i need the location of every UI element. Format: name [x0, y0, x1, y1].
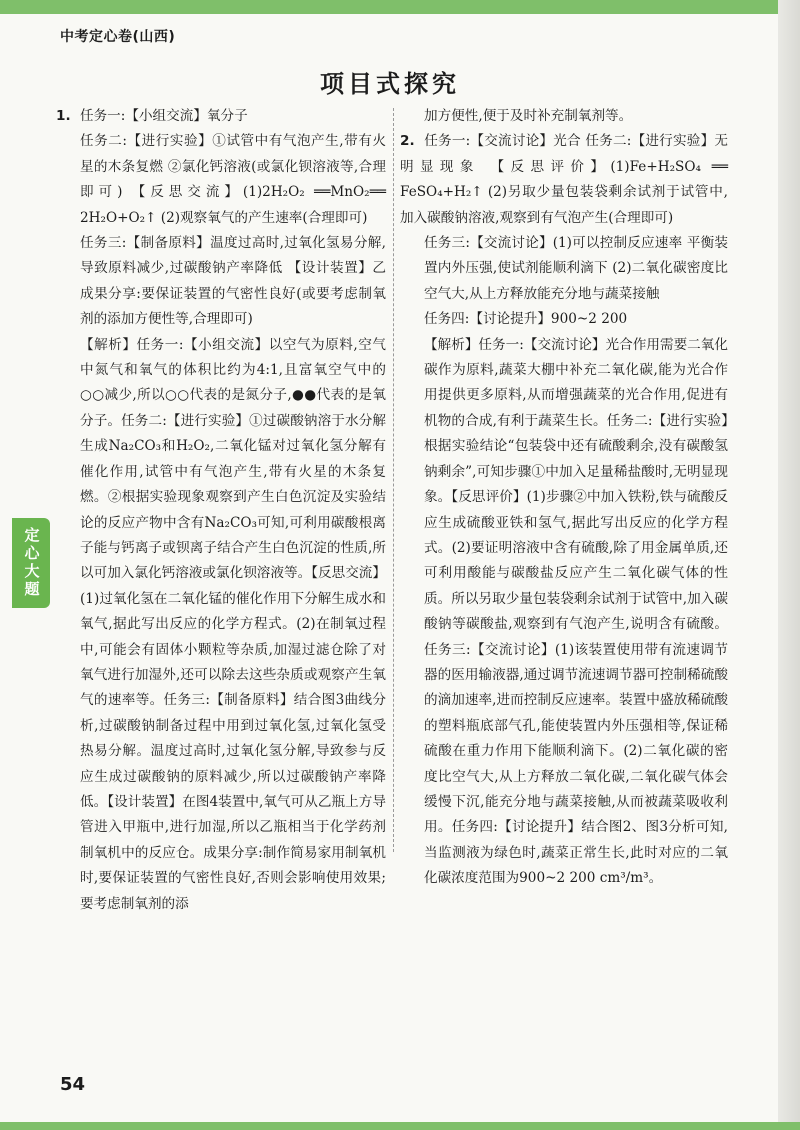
q2-analysis: 【解析】任务一:【交流讨论】光合作用需要二氧化碳作为原料,蔬菜大棚中补充二氧化碳,能为光合作用提供更多原料,从而增强蔬菜的光合作用,促进有机物的合成,有利于蔬菜生长。任务二:【进行实验】根据实验结论“包装袋中还有硫酸剩余,没有碳酸氢钠剩余”,可知步骤①中加入足量稀盐酸时,无明显现象。【反思评价】(1)步骤②中加入铁粉,铁与硫酸反应生成硫酸亚铁和氢气,据此写出反应的化学方程式。(2)要证明溶液中含有硫酸,除了用金属单质,还可利用酸能与碳酸盐反应产生二氧化碳气体的性质。所以另取少量包装袋剩余试剂于试管中,加入碳酸钠等碳酸盐,观察到有气泡产生,说明含有硫酸。任务三:【交流讨论】(1)该装置使用带有流速调节器的医用输液器,通过调节流速调节器可控制稀硫酸的滴加速率,进而控制反应速率。装置中盛放稀硫酸的塑料瓶底部气孔,能使装置内外压强相等,保证稀硫酸在重力作用下能顺利滴下。(2)二氧化碳的密度比空气大,从上方释放二氧化碳,二氧化碳气体会缓慢下沉,能充分地与蔬菜接触,从而被蔬菜吸收利用。任务四:【讨论提升】结合图2、图3分析可知,当监测液为绿色时,蔬菜正常生长,此时对应的二氧化碳浓度范围为900~2 200 cm³/m³。 — [424, 336, 728, 887]
q1-task2: 任务二:【进行实验】①试管中有气泡产生,带有火星的木条复燃 ②氯化钙溶液(或氯化钡溶液等,合理即可) 【反思交流】(1)2H₂O₂ ══MnO₂══ 2H₂O+O₂↑ (2)观察氧气的产生速率(合理即可) — [80, 133, 386, 226]
q2-task3: 任务三:【交流讨论】(1)可以控制反应速率 平衡装置内外压强,使试剂能顺利滴下 (2)二氧化碳密度比空气大,从上方释放能充分地与蔬菜接触 — [424, 235, 728, 302]
page-edge — [778, 0, 800, 1130]
q1-task1: 1. 任务一:【小组交流】氧分子 — [56, 104, 386, 129]
book-label: 中考定心卷(山西) — [60, 29, 176, 45]
right-column — [400, 104, 728, 892]
q1-analysis-cont: 加方便性,便于及时补充制氧剂等。 — [424, 108, 633, 124]
q2-task4: 任务四:【讨论提升】900~2 200 — [424, 311, 628, 328]
bottom-color-bar — [0, 1122, 800, 1130]
q1-analysis: 【解析】任务一:【小组交流】以空气为原料,空气中氮气和氧气的体积比约为4:1,且富氧空气中的○○减少,所以○○代表的是氮分子,●●代表的是氧分子。任务二:【进行实验】①过碳酸钠溶于水分解生成Na₂CO₃和H₂O₂,二氧化锰对过氧化氢分解有催化作用,试管中有气泡产生,带有火星的木条复燃。②根据实验现象观察到产生白色沉淀及实验结论的反应产物中含有Na₂CO₃可知,可利用碳酸根离子能与钙离子或钡离子结合产生白色沉淀的性质,所以可加入氯化钙溶液或氯化钡溶液等。【反思交流】(1)过氧化氢在二氧化锰的催化作用下分解生成水和氧气,据此写出反应的化学方程式。(2)在制氧过程中,可能会有固体小颗粒等杂质,加湿过滤仓除了对氧气进行加湿外,还可以除去这些杂质或观察产生氧气的速率等。任务三:【制备原料】结合图3曲线分析,过碳酸钠制备过程中用到过氧化氢,过氧化氢受热易分解。温度过高时,过氧化氢分解,导致参与反应生成过碳酸钠的原料减少,所以过碳酸钠产率降低。【设计装置】在图4装置中,氧气可从乙瓶上方导管进入甲瓶中,进行加湿,所以乙瓶相当于化学药剂制氧机中的反应仓。成果分享:制作简易家用制氧机时,要保证装置的气密性良好,否则会影响使用效果;要考虑制氧剂的添 — [80, 336, 386, 912]
page-number: 54 — [60, 1074, 86, 1095]
q1-task3: 任务三:【制备原料】温度过高时,过氧化氢易分解,导致原料减少,过碳酸钠产率降低 【设计装置】乙 成果分享:要保证装置的气密性良好(或要考虑制氧剂的添加方便性等,合理即可) — [80, 235, 386, 328]
question-number: 1. — [56, 108, 71, 124]
page-title: 项目式探究 — [320, 70, 460, 98]
question-number: 2. — [400, 133, 415, 150]
side-section-tab: 定心大题 — [12, 518, 50, 608]
q2-tasks: 2. 任务一:【交流讨论】光合 任务二:【进行实验】无明显现象 【反思评价】(1)Fe+H₂SO₄ ══ FeSO₄+H₂↑ (2)另取少量包装袋剩余试剂于试管中,加入碳酸钠溶液,观察到有气泡产生(合理即可) — [400, 129, 728, 231]
column-divider — [393, 108, 394, 852]
top-color-bar — [0, 0, 800, 14]
left-column — [56, 104, 386, 917]
